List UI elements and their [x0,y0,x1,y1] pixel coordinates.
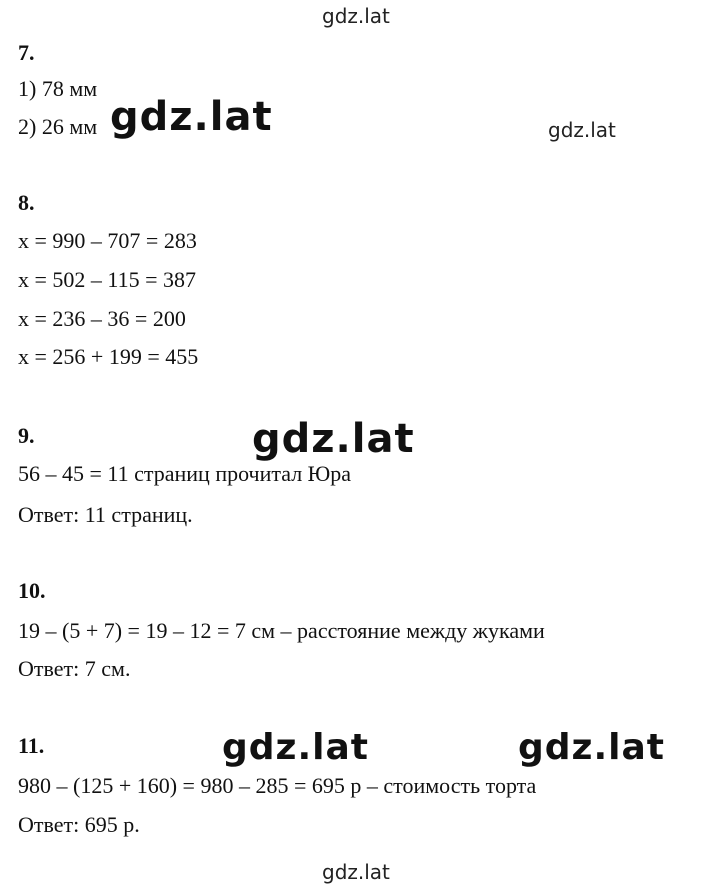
task-8-number: 8. [18,190,35,215]
watermark-top: gdz.lat [322,4,390,28]
task-7-line-1: 1) 78 мм [18,76,98,101]
task-8-line-3: x = 236 – 36 = 200 [18,306,186,331]
watermark-row-right: gdz.lat [518,727,666,768]
task-10-line-1: 19 – (5 + 7) = 19 – 12 = 7 см – расстояние между жуками [18,618,545,643]
task-11-number: 11. [18,733,45,758]
task-8-line-4: x = 256 + 199 = 455 [18,344,199,369]
task-7-number: 7. [18,40,35,65]
task-9-line-2: Ответ: 11 страниц. [18,502,193,527]
task-9-number: 9. [18,423,35,448]
watermark-bottom: gdz.lat [322,860,390,884]
watermark-row-left: gdz.lat [222,727,370,768]
task-10-number: 10. [18,578,46,603]
task-10-line-2: Ответ: 7 см. [18,656,131,681]
task-11-line-2: Ответ: 695 р. [18,812,140,837]
watermark-large: gdz.lat [110,94,273,140]
watermark-center: gdz.lat [252,416,415,462]
task-9-line-1: 56 – 45 = 11 страниц прочитал Юра [18,461,352,486]
task-8-line-2: x = 502 – 115 = 387 [18,267,196,292]
task-7-line-2: 2) 26 мм [18,114,98,139]
task-11-line-1: 980 – (125 + 160) = 980 – 285 = 695 р – стоимость торта [18,773,537,798]
task-8-line-1: x = 990 – 707 = 283 [18,228,197,253]
watermark-small-right: gdz.lat [548,118,616,142]
